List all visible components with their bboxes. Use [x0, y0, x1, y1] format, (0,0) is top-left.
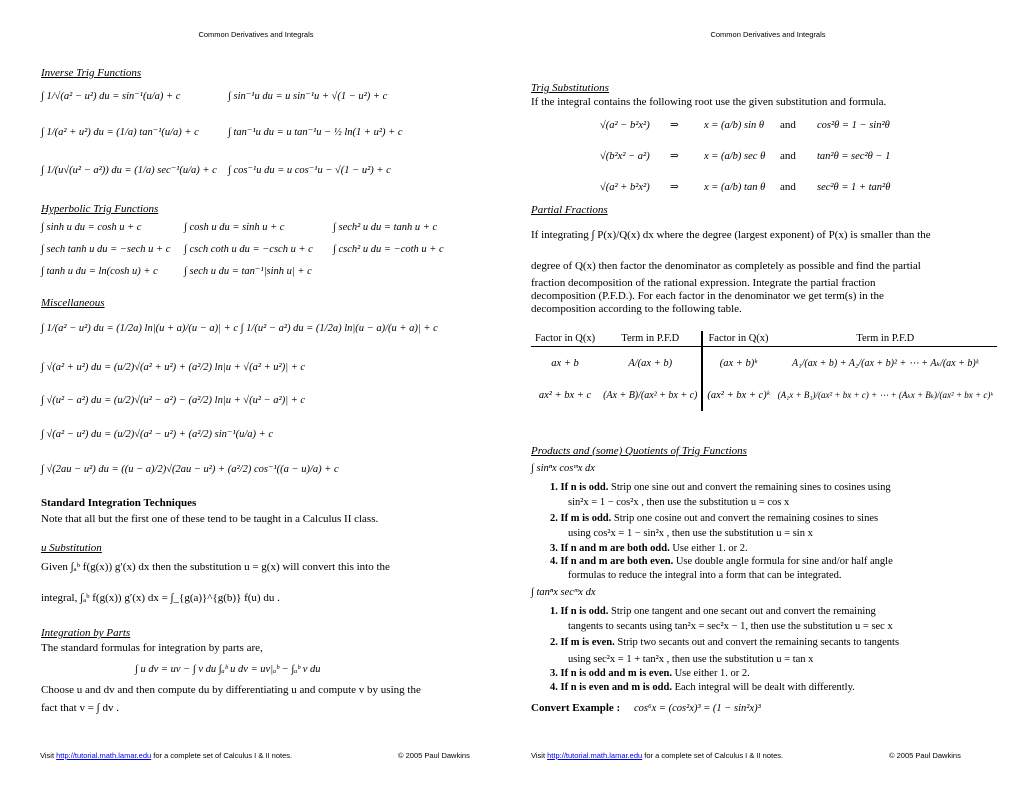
sin-cos-integral: ∫ sinⁿx cosᵐx dx [531, 463, 595, 474]
table-cell: A/(ax + b) [599, 347, 702, 380]
misc-formula: ∫ √(u² − a²) du = (u/2)√(u² − a²) − (a²/2) ln|u + √(u² − a²)| + c [41, 395, 306, 406]
ibp-formula: ∫ u dv = uv − ∫ v du ∫ₐᵇ u dv = uv|ₐᵇ − ∫ₐᵇ v du [135, 664, 321, 675]
column-header: Term in P.F.D [599, 331, 702, 347]
list-item: tangents to secants using tan²x = sec²x − 1, then use the substitution u = sec x [568, 621, 893, 632]
page-header: Common Derivatives and Integrals [710, 30, 826, 39]
misc-formula: ∫ √(a² + u²) du = (u/2)√(a² + u²) + (a²/2) ln|u + √(a² + u²)| + c [41, 362, 306, 373]
pfd-table [531, 331, 997, 411]
trig-sub-identity: sec²θ = 1 + tan²θ [817, 182, 891, 193]
trig-sub-root: √(a² + b²x²) [600, 182, 650, 193]
list-item: 1. If n is odd. Strip one sine out and convert the remaining sines to cosines using [550, 482, 891, 493]
convert-example-label: Convert Example : [531, 702, 621, 714]
pf-line: decomposition (P.F.D.). For each factor in the denominator we get term(s) in the [531, 290, 884, 302]
table-cell: ax² + bx + c [538, 389, 592, 401]
footer-visit: Visit [531, 751, 546, 760]
list-item: 2. If m is even. Strip two secants out and convert the remaining secants to tangents [550, 637, 900, 648]
hyperbolic-formula: ∫ sinh u du = cosh u + c [41, 222, 142, 233]
hyperbolic-formula: ∫ csch² u du = −coth u + c [333, 244, 444, 255]
hyperbolic-formula: ∫ csch coth u du = −csch u + c [184, 244, 313, 255]
tan-sec-integral: ∫ tanⁿx secᵐx dx [531, 587, 596, 598]
ibp-line: Choose u and dv and then compute du by differentiating u and compute v by using the [41, 684, 421, 696]
hyperbolic-title: Hyperbolic Trig Functions [41, 203, 159, 215]
inverse-trig-formula: ∫ tan⁻¹u du = u tan⁻¹u − ½ ln(1 + u²) + c [228, 127, 403, 138]
trig-sub-identity: tan²θ = sec²θ − 1 [817, 151, 891, 162]
pf-line: fraction decomposition of the rational expression. Integrate the partial fraction [531, 277, 876, 289]
trig-sub-intro: If the integral contains the following root use the given substitution and formula. [531, 96, 887, 108]
list-item: 1. If n is odd. Strip one tangent and one secant out and convert the remaining [550, 606, 876, 617]
inverse-trig-formula: ∫ cos⁻¹u du = u cos⁻¹u − √(1 − u²) + c [228, 165, 391, 176]
products-title: Products and (some) Quotients of Trig Functions [531, 445, 747, 457]
implies-icon: ⇒ [670, 151, 679, 162]
ibp-title: Integration by Parts [41, 627, 131, 639]
table-header-row [531, 331, 997, 347]
list-item: 3. If n is odd and m is even. Use either 1. or 2. [550, 668, 750, 679]
table-cell: (Ax + B)/(ax² + bx + c) [599, 379, 702, 411]
footer-copyright: © 2005 Paul Dawkins [889, 751, 961, 760]
trig-sub-and: and [780, 119, 796, 131]
table-cell: (ax² + bx + c)ᵏ [707, 389, 770, 401]
misc-formula: ∫ √(a² − u²) du = (u/2)√(a² − u²) + (a²/2) sin⁻¹(u/a) + c [41, 429, 274, 440]
trig-sub-substitution: x = (a/b) sec θ [704, 151, 766, 162]
footer-visit: Visit [40, 751, 55, 760]
trig-sub-and: and [780, 150, 796, 162]
ibp-line: The standard formulas for integration by parts are, [41, 642, 263, 654]
sit-note: Note that all but the first one of these tend to be taught in a Calculus II class. [41, 513, 379, 525]
list-item: sin²x = 1 − cos²x , then use the substitution u = cos x [568, 497, 790, 508]
hyperbolic-formula: ∫ tanh u du = ln(cosh u) + c [41, 266, 158, 277]
trig-sub-substitution: x = (a/b) sin θ [704, 120, 765, 131]
misc-formula: ∫ √(2au − u²) du = ((u − a)/2)√(2au − u²) + (a²/2) cos⁻¹((a − u)/a) + c [41, 464, 339, 475]
pf-line: degree of Q(x) then factor the denominator as completely as possible and find the partial [531, 260, 921, 272]
list-item: 4. If n and m are both even. Use double angle formula for sine and/or half angle [550, 556, 893, 567]
sit-title: Standard Integration Techniques [41, 497, 197, 509]
hyperbolic-formula: ∫ sech u du = tan⁻¹|sinh u| + c [184, 266, 312, 277]
pf-title: Partial Fractions [531, 204, 608, 216]
footer-text: for a complete set of Calculus I & II notes. [153, 751, 293, 760]
trig-sub-substitution: x = (a/b) tan θ [704, 182, 766, 193]
pf-line: If integrating ∫ P(x)/Q(x) dx where the degree (largest exponent) of P(x) is smaller than the [531, 229, 931, 241]
inverse-trig-formula: ∫ sin⁻¹u du = u sin⁻¹u + √(1 − u²) + c [228, 91, 388, 102]
right-page [512, 0, 1024, 791]
hyperbolic-formula: ∫ cosh u du = sinh u + c [184, 222, 285, 233]
inverse-trig-formula: ∫ 1/(a² + u²) du = (1/a) tan⁻¹(u/a) + c [41, 127, 199, 138]
column-header: Factor in Q(x) [702, 331, 773, 347]
trig-sub-root: √(a² − b²x²) [600, 120, 650, 131]
misc-formula: ∫ 1/(a² − u²) du = (1/2a) ln|(u + a)/(u − a)| + c ∫ 1/(u² − a²) du = (1/2a) ln|(u − a)/(u + a)| + c [41, 323, 438, 334]
table-cell: (ax + b)ᵏ [719, 357, 758, 369]
footer-text: for a complete set of Calculus I & II notes. [644, 751, 784, 760]
page-footer [40, 751, 292, 760]
pf-line: decomposition according to the following table. [531, 303, 742, 315]
trig-sub-root: √(b²x² − a²) [600, 151, 650, 162]
table-cell: (A₁x + B₁)/(ax² + bx + c) + ⋯ + (Aₖx + Bₖ)/(ax² + bx + c)ᵏ [777, 389, 993, 400]
ibp-line: fact that v = ∫ dv . [41, 702, 119, 714]
implies-icon: ⇒ [670, 182, 679, 193]
table-cell: A₁/(ax + b) + A₂/(ax + b)² + ⋯ + Aₖ/(ax + b)ᵏ [792, 357, 979, 369]
usub-line: Given ∫ₐᵇ f(g(x)) g′(x) dx then the substitution u = g(x) will convert this into the [41, 561, 390, 573]
footer-link[interactable]: http://tutorial.math.lamar.edu [547, 751, 643, 760]
trig-sub-and: and [780, 181, 796, 193]
table-cell: ax + b [551, 357, 579, 369]
list-item: using cos²x = 1 − sin²x , then use the substitution u = sin x [568, 528, 813, 539]
usub-line: integral, ∫ₐᵇ f(g(x)) g′(x) dx = ∫_{g(a)}^{g(b)} f(u) du . [41, 592, 280, 604]
list-item: 3. If n and m are both odd. Use either 1. or 2. [550, 543, 748, 554]
table-row [531, 347, 997, 380]
footer-copyright: © 2005 Paul Dawkins [398, 751, 470, 760]
page-footer [531, 751, 783, 760]
hyperbolic-formula: ∫ sech tanh u du = −sech u + c [41, 244, 171, 255]
hyperbolic-formula: ∫ sech² u du = tanh u + c [333, 222, 438, 233]
table-row [531, 379, 997, 411]
usub-title: u Substitution [41, 542, 102, 554]
list-item: 2. If m is odd. Strip one cosine out and convert the remaining cosines to sines [550, 513, 879, 524]
inverse-trig-formula: ∫ 1/(u√(u² − a²)) du = (1/a) sec⁻¹(u/a) + c [41, 165, 217, 176]
column-header: Term in P.F.D [774, 331, 997, 347]
column-header: Factor in Q(x) [531, 331, 599, 347]
inverse-trig-formula: ∫ 1/√(a² − u²) du = sin⁻¹(u/a) + c [41, 91, 181, 102]
convert-example: cos⁶x = (cos²x)³ = (1 − sin²x)³ [634, 703, 761, 714]
list-item: 4. If n is even and m is odd. Each integral will be dealt with differently. [550, 682, 855, 693]
list-item: formulas to reduce the integral into a form that can be integrated. [568, 570, 842, 581]
footer-link[interactable]: http://tutorial.math.lamar.edu [56, 751, 152, 760]
trig-sub-title: Trig Substitutions [531, 82, 609, 94]
inverse-trig-title: Inverse Trig Functions [41, 67, 142, 79]
page-header: Common Derivatives and Integrals [198, 30, 314, 39]
misc-title: Miscellaneous [41, 297, 105, 309]
trig-sub-identity: cos²θ = 1 − sin²θ [817, 120, 890, 131]
implies-icon: ⇒ [670, 120, 679, 131]
list-item: using sec²x = 1 + tan²x , then use the substitution u = tan x [568, 654, 814, 665]
